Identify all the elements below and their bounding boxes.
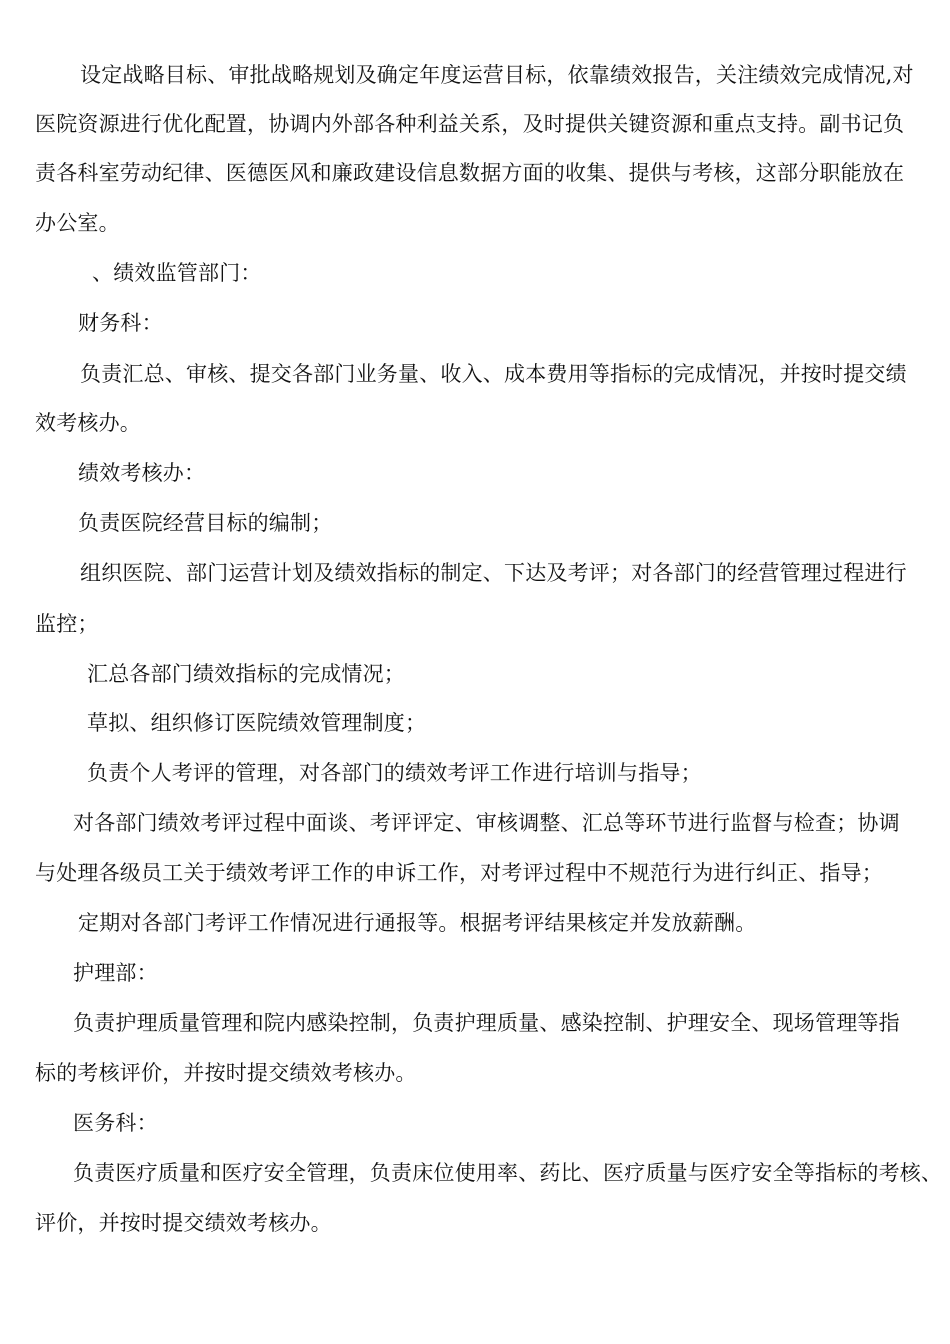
section-heading: 、绩效监管部门：: [92, 261, 262, 285]
section-heading: 护理部：: [73, 961, 158, 985]
text-line: 办公室。: [35, 211, 120, 235]
text-line: 医院资源进行优化配置，协调内外部各种利益关系，及时提供关键资源和重点支持。副书记负: [35, 112, 905, 136]
text-line: 定期对各部门考评工作情况进行通报等。根据考评结果核定并发放薪酬。: [78, 911, 757, 935]
text-line: 效考核办。: [35, 411, 141, 435]
text-line: 草拟、组织修订医院绩效管理制度；: [87, 711, 427, 735]
text-line: 负责医疗质量和医疗安全管理，负责床位使用率、药比、医疗质量与医疗安全等指标的考核、: [73, 1161, 943, 1185]
text-line: 汇总各部门绩效指标的完成情况；: [87, 662, 405, 686]
text-line: 评价，并按时提交绩效考核办。: [35, 1211, 332, 1235]
text-line: 设定战略目标、审批战略规划及确定年度运营目标，依靠绩效报告，关注绩效完成情况,对: [80, 63, 914, 87]
section-heading: 绩效考核办：: [78, 461, 206, 485]
text-line: 与处理各级员工关于绩效考评工作的申诉工作，对考评过程中不规范行为进行纠正、指导；: [35, 861, 883, 885]
section-heading: 财务科：: [78, 311, 163, 335]
text-line: 对各部门绩效考评过程中面谈、考评评定、审核调整、汇总等环节进行监督与检查；协调: [73, 811, 900, 835]
text-line: 负责个人考评的管理，对各部门的绩效考评工作进行培训与指导；: [87, 761, 702, 785]
text-line: 监控；: [35, 612, 99, 636]
text-line: 负责医院经营目标的编制；: [78, 511, 333, 535]
text-line: 组织医院、部门运营计划及绩效指标的制定、下达及考评；对各部门的经营管理过程进行: [80, 561, 907, 585]
section-heading: 医务科：: [73, 1111, 158, 1135]
text-line: 负责护理质量管理和院内感染控制，负责护理质量、感染控制、护理安全、现场管理等指: [73, 1011, 900, 1035]
text-line: 负责汇总、审核、提交各部门业务量、收入、成本费用等指标的完成情况，并按时提交绩: [80, 362, 907, 386]
text-line: 标的考核评价，并按时提交绩效考核办。: [35, 1061, 417, 1085]
text-line: 责各科室劳动纪律、医德医风和廉政建设信息数据方面的收集、提供与考核，这部分职能放在: [35, 161, 905, 185]
